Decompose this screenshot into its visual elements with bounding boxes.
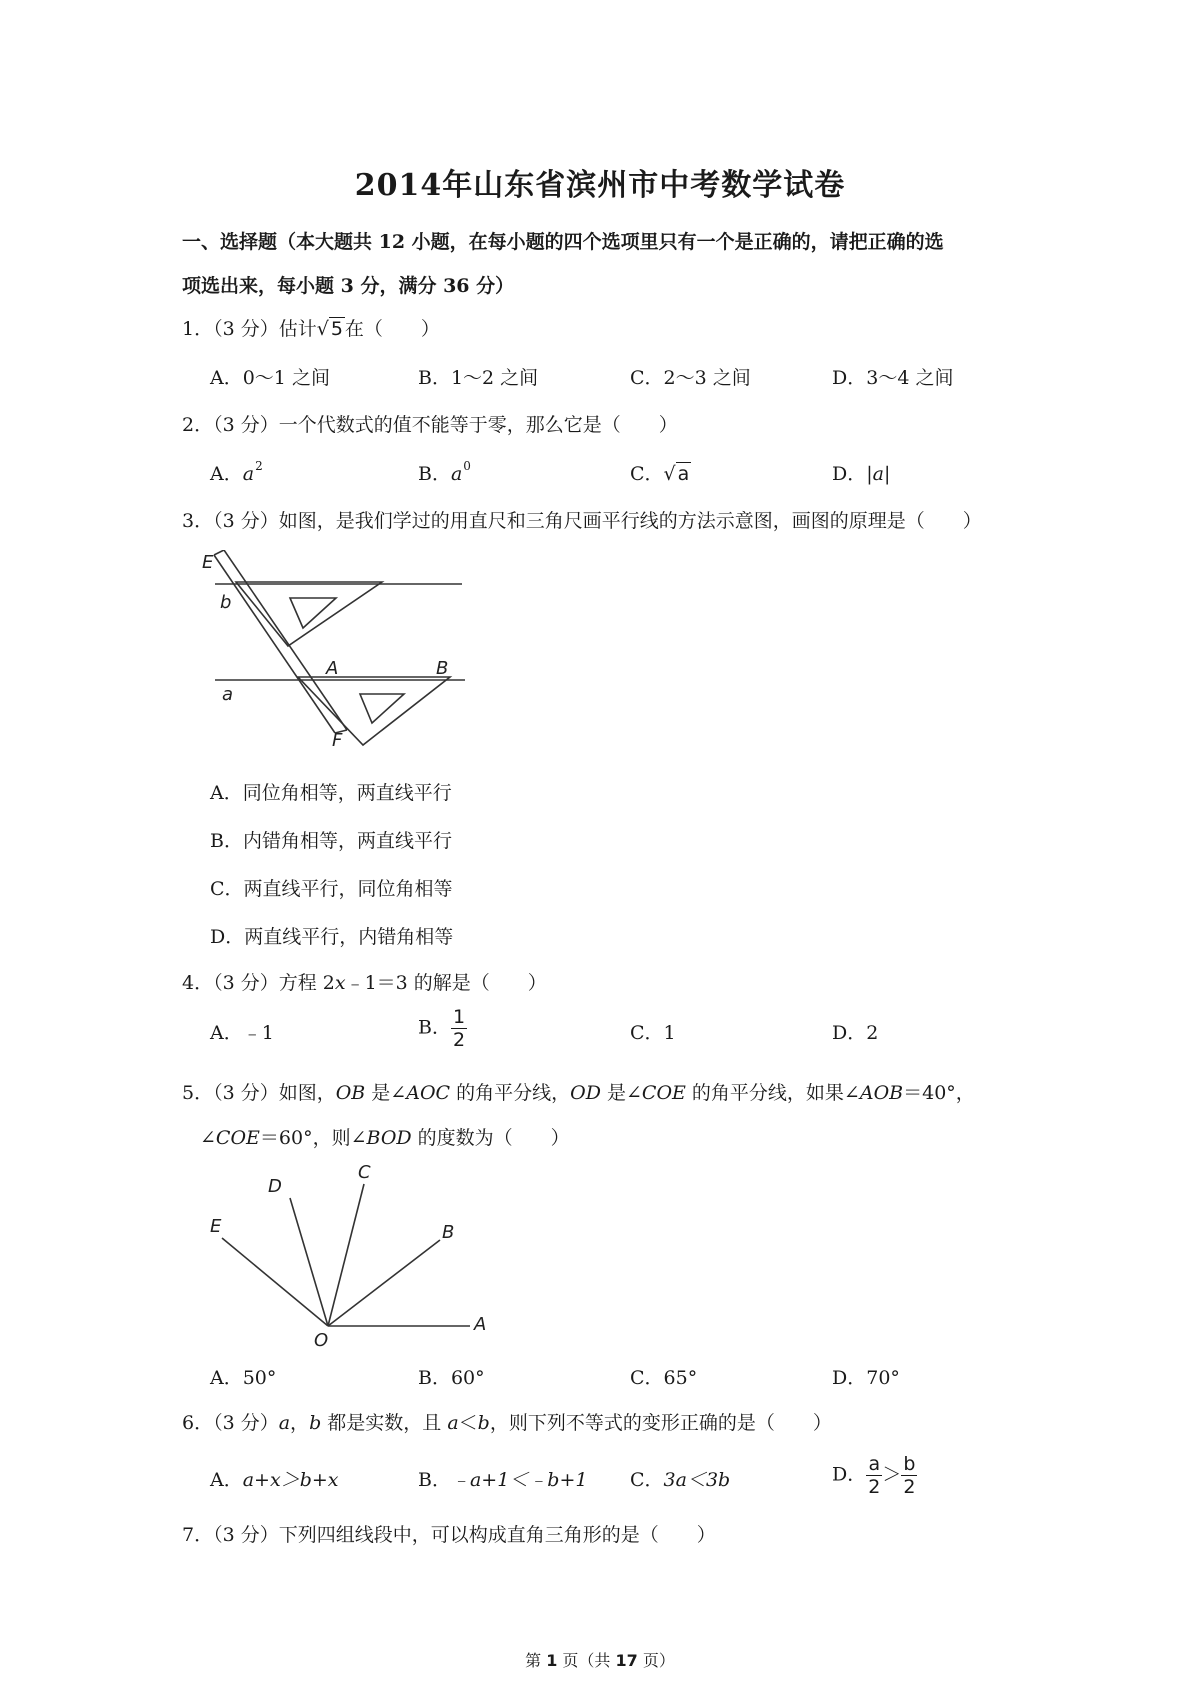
question-4-stem — [182, 968, 547, 995]
page-total: 17 — [615, 1651, 638, 1670]
var: AOC — [406, 1082, 451, 1104]
text: 的角平分线， — [450, 1082, 571, 1104]
label-A: A — [474, 1314, 487, 1335]
text: 是∠ — [365, 1082, 407, 1104]
question-1-suffix: 在（ ） — [344, 318, 440, 340]
figure-angles — [200, 1160, 500, 1350]
ruler — [214, 550, 347, 733]
question-2-stem: 2．（3 分）一个代数式的值不能等于零，那么它是（ ） — [182, 414, 678, 436]
var: b — [477, 1412, 490, 1434]
question-4-option-a: A．﹣1 — [210, 1022, 274, 1044]
question-3-stem: 3．（3 分）如图，是我们学过的用直尺和三角尺画平行线的方法示意图，画图的原理是（ ） — [182, 510, 982, 532]
question-4-option-b — [418, 1006, 467, 1051]
text: ＝40°， — [903, 1082, 975, 1104]
denominator: 2 — [868, 1476, 881, 1498]
text: 的度数为（ ） — [411, 1127, 570, 1149]
question-5-option-b: B．60° — [418, 1367, 485, 1389]
question-5-option-d: D．70° — [832, 1367, 900, 1389]
label-B: B — [436, 658, 449, 679]
text: 6．（3 分） — [182, 1412, 279, 1434]
sqrt-a-radicand: a — [677, 463, 690, 485]
section-heading-line1: 一、选择题（本大题共 12 小题，在每小题的四个选项里只有一个是正确的，请把正确的选 — [182, 231, 944, 253]
denominator: 2 — [452, 1029, 466, 1051]
var: a — [447, 1412, 459, 1434]
fraction-b-over-2 — [901, 1453, 917, 1498]
text: ， — [290, 1412, 310, 1434]
option-label: D． — [832, 463, 867, 485]
question-1-option-b: B．1～2 之间 — [418, 367, 539, 389]
expression: ﹣a+1＜﹣b+1 — [450, 1469, 588, 1491]
question-3-option-d: D．两直线平行，内错角相等 — [210, 926, 454, 948]
numerator: b — [901, 1453, 917, 1476]
exponent: 2 — [255, 459, 263, 473]
text: 5．（3 分）如图， — [182, 1082, 336, 1104]
question-4-option-c: C．1 — [630, 1022, 676, 1044]
option-label: B． — [418, 1016, 451, 1039]
exponent: 0 — [463, 459, 471, 473]
question-3-option-b: B．内错角相等，两直线平行 — [210, 830, 452, 852]
sqrt-a: √ a — [663, 463, 690, 485]
var: BOD — [366, 1127, 412, 1149]
option-label: B． — [418, 1469, 451, 1491]
question-3-option-a: A．同位角相等，两直线平行 — [210, 782, 452, 804]
numerator: 1 — [452, 1006, 466, 1028]
var: OB — [335, 1082, 366, 1104]
question-5-option-a: A．50° — [210, 1367, 277, 1389]
label-O: O — [314, 1330, 329, 1350]
question-5-line1 — [182, 1078, 975, 1105]
ray-OC — [328, 1184, 364, 1326]
var-a: a — [450, 463, 463, 485]
question-5-line2 — [200, 1123, 570, 1150]
question-1-prefix: 1．（3 分）估计 — [182, 318, 317, 340]
ray-OD — [290, 1198, 328, 1326]
option-label: D． — [832, 1463, 867, 1486]
question-6-option-d — [832, 1453, 917, 1498]
footer-middle: 页（共 — [557, 1651, 616, 1670]
question-1-stem — [182, 314, 440, 341]
question-4-option-d: D．2 — [832, 1022, 879, 1044]
denominator: 2 — [903, 1476, 916, 1498]
text: 是∠ — [600, 1082, 642, 1104]
ray-OE — [222, 1238, 328, 1326]
label-a: a — [222, 684, 234, 705]
page-number: 1 — [546, 1651, 558, 1670]
question-6-stem — [182, 1408, 832, 1435]
page-footer — [0, 1648, 1200, 1671]
footer-prefix: 第 — [525, 1651, 547, 1670]
question-3-option-c: C．两直线平行，同位角相等 — [210, 878, 453, 900]
option-label: A． — [210, 1469, 243, 1491]
stem-suffix: ﹣1＝3 的解是（ ） — [345, 972, 547, 994]
expression: 3a＜3b — [663, 1469, 731, 1491]
question-2-option-c — [630, 459, 691, 486]
var: COE — [215, 1127, 260, 1149]
question-2-option-b — [418, 459, 471, 486]
question-6-option-b — [418, 1465, 587, 1492]
var: b — [309, 1412, 322, 1434]
expression: a+x＞b+x — [242, 1469, 339, 1491]
var: AOB — [859, 1082, 904, 1104]
option-label: A． — [210, 463, 243, 485]
question-6-option-c — [630, 1465, 730, 1492]
label-b: b — [220, 592, 232, 613]
fraction-one-half — [451, 1006, 467, 1051]
label-E: E — [210, 1216, 222, 1237]
text: ＝60°，则∠ — [259, 1127, 367, 1149]
question-7-stem: 7．（3 分）下列四组线段中，可以构成直角三角形的是（ ） — [182, 1524, 716, 1546]
option-label: B． — [418, 463, 451, 485]
fraction-a-over-2 — [866, 1453, 882, 1498]
section-heading-line2: 项选出来，每小题 3 分，满分 36 分） — [182, 275, 515, 297]
sqrt-5-radicand: 5 — [330, 318, 343, 340]
figure-parallel-lines — [200, 550, 480, 750]
page-title: 2014年山东省滨州市中考数学试卷 — [354, 168, 846, 203]
sqrt-5: √ 5 — [316, 318, 343, 340]
option-label: C． — [630, 1469, 664, 1491]
greater-than: ＞ — [882, 1463, 902, 1486]
var: COE — [641, 1082, 686, 1104]
option-label: C． — [630, 463, 664, 485]
question-6-option-a — [210, 1465, 339, 1492]
footer-suffix: 页） — [637, 1651, 675, 1670]
var-x: x — [334, 972, 346, 994]
abs-a: |a| — [866, 463, 891, 485]
question-1-option-c: C．2～3 之间 — [630, 367, 751, 389]
label-E: E — [202, 552, 214, 573]
text: 的角平分线，如果∠ — [685, 1082, 860, 1104]
question-1-option-d: D．3～4 之间 — [832, 367, 954, 389]
text: 都是实数，且 — [321, 1412, 448, 1434]
question-5-option-c: C．65° — [630, 1367, 698, 1389]
var-a: a — [242, 463, 255, 485]
numerator: a — [866, 1453, 882, 1476]
label-A: A — [326, 658, 339, 679]
label-B: B — [442, 1222, 455, 1243]
ray-OB — [328, 1240, 440, 1326]
question-2-option-d — [832, 459, 890, 486]
var: OD — [570, 1082, 601, 1104]
question-1-option-a: A．0～1 之间 — [210, 367, 330, 389]
label-F: F — [332, 730, 343, 750]
text: ∠ — [200, 1127, 216, 1149]
question-2-option-a — [210, 459, 263, 486]
text: ，则下列不等式的变形正确的是（ ） — [489, 1412, 832, 1434]
label-C: C — [358, 1162, 371, 1183]
triangle-upper — [236, 582, 382, 646]
label-D: D — [268, 1176, 282, 1197]
text: ＜ — [458, 1412, 478, 1434]
stem-prefix: 4．（3 分）方程 2 — [182, 972, 335, 994]
var: a — [278, 1412, 291, 1434]
